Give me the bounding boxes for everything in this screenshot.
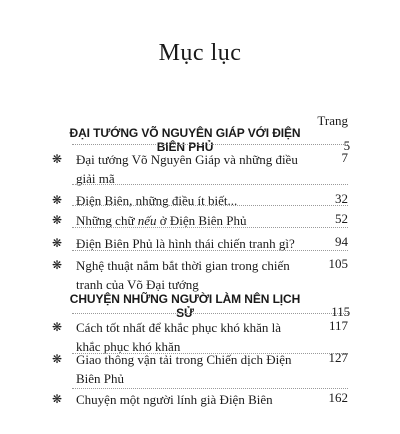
section-page-number: 5 [343,138,350,153]
entry-title-italic: nếu [137,213,157,228]
page-column-header: Trang [317,113,348,128]
entry-title: Cách tốt nhất để khắc phục khó khăn là khắc phục khó khăn [76,320,282,354]
bullet-icon: ❋ [52,236,63,250]
entry-title-part: Những chữ [76,213,138,228]
entry-title: Chuyện một người lính già Điện Biên [76,392,273,407]
entry-page-number: 105 [328,256,348,271]
entry-title: Nghệ thuật nắm bắt thời gian trong chiến tranh của Võ Đại tướng [76,258,290,292]
section-page-number: 115 [331,304,350,319]
dotted-divider [72,313,348,314]
dotted-divider [72,250,348,251]
dotted-divider [72,205,348,206]
bullet-icon: ❋ [52,213,63,227]
entry-page-number: 117 [328,318,348,333]
dotted-divider [72,227,348,228]
dotted-divider [72,144,348,145]
section-heading [60,292,350,320]
bullet-icon: ❋ [52,352,63,366]
bullet-icon: ❋ [52,152,63,166]
entry-page-number: 162 [328,390,348,405]
section-label: CHUYỆN NHỮNG NGƯỜI LÀM NÊN LỊCH SỬ [69,292,301,320]
entry-page-number: 127 [328,350,348,365]
bullet-icon: ❋ [52,258,63,272]
dotted-divider [72,388,348,389]
bullet-icon: ❋ [52,392,63,406]
entry-title: Đại tướng Võ Nguyên Giáp và những điều giải mã [76,152,298,186]
entry-title-part: ở Điện Biên Phủ [156,213,247,228]
toc-entry[interactable] [0,150,400,194]
bullet-icon: ❋ [52,193,63,207]
entry-page-number: 52 [335,211,348,226]
entry-title: Điện Biên, những điều ít biết... [76,193,238,208]
bullet-icon: ❋ [52,320,63,334]
entry-title: Điện Biên Phủ là hình thái chiến tranh gì? [76,236,295,251]
entry-page-number: 7 [341,150,348,165]
entry-page-number: 94 [335,234,348,249]
entry-page-number: 32 [335,191,348,206]
section-label: ĐẠI TƯỚNG VÕ NGUYÊN GIÁP VỚI ĐIỆN BIÊN PHỦ [69,126,301,154]
page-title: Mục lục [158,40,242,66]
toc-entry[interactable] [0,390,400,434]
entry-title: Giao thông vận tải trong Chiến dịch Điện Biên Phủ [76,352,292,386]
dotted-divider [72,184,348,185]
